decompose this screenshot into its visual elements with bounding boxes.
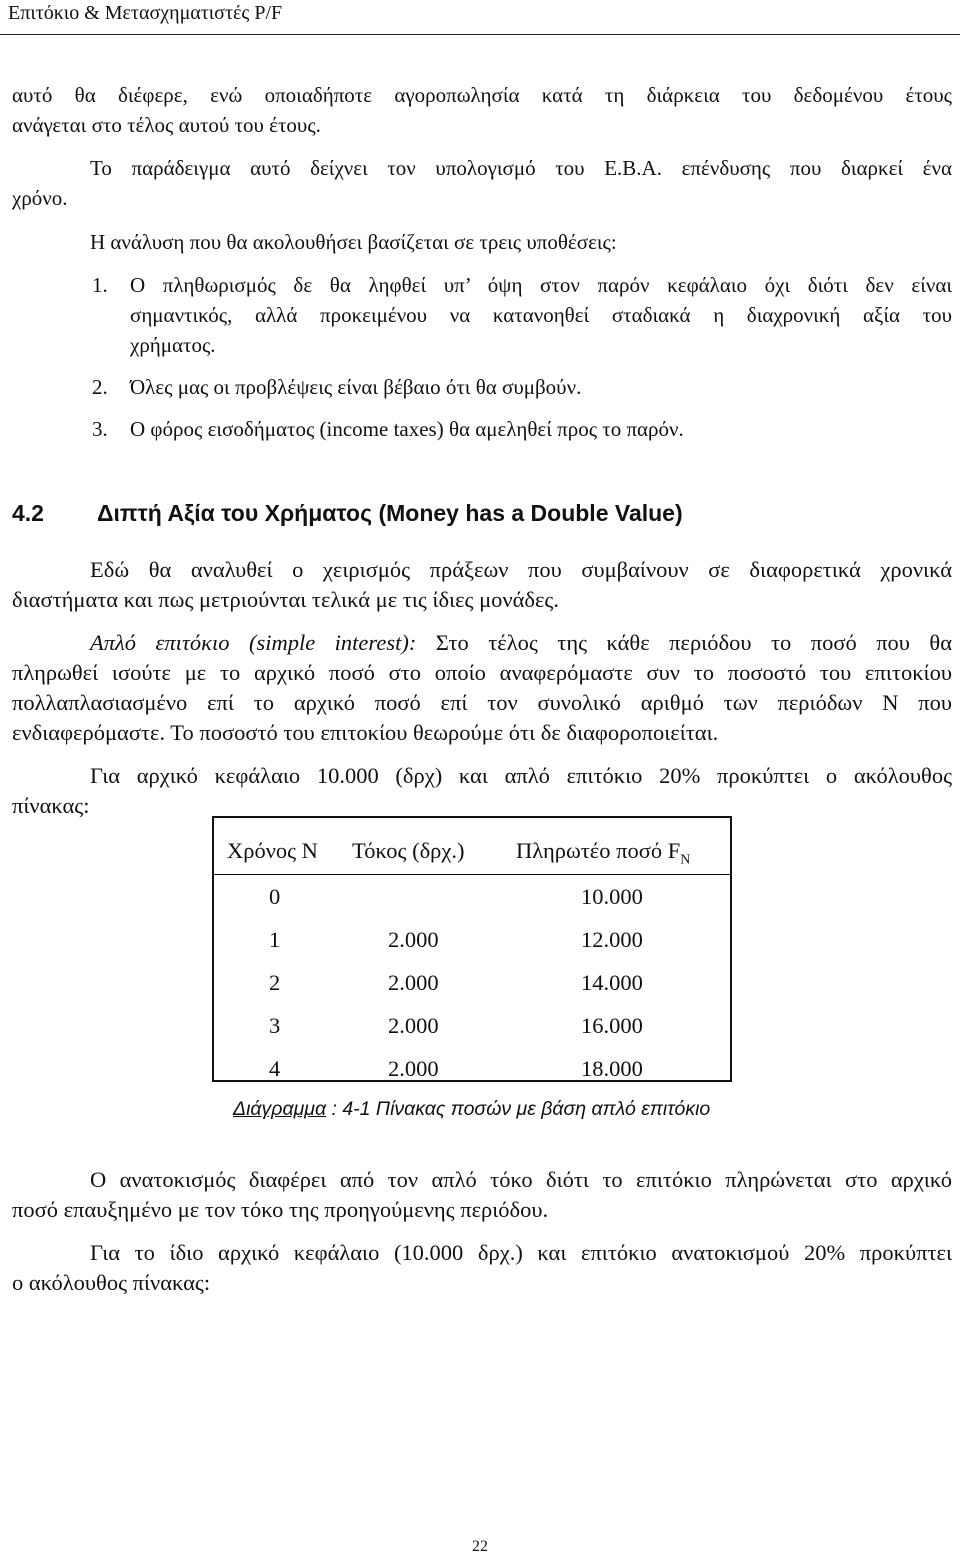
page-header xyxy=(0,0,960,35)
analysis-line: Η ανάλυση που θα ακολουθήσει βασίζεται σε τρεις υποθέσεις: xyxy=(90,230,617,254)
cell-payable: 18.000 xyxy=(581,1056,643,1081)
intro-line-1: αυτό θα διέφερε, ενώ οποιαδήποτε αγοροπωλησία κατά τη διάρκεια του δεδομένου έτους xyxy=(12,83,952,107)
cell-payable: 16.000 xyxy=(581,1013,643,1038)
simple-example-line-2: πίνακας: xyxy=(12,793,90,818)
cell-interest: 2.000 xyxy=(388,1013,439,1038)
assumption-text: σημαντικός, αλλά προκειμένου να κατανοηθεί σταδιακά η διαχρονική αξία του xyxy=(130,303,952,327)
header-divider xyxy=(214,874,730,875)
cell-year: 4 xyxy=(269,1056,281,1081)
assumption-number: 3. xyxy=(92,417,108,441)
assumption-number: 1. xyxy=(92,273,108,297)
caption-text: : 4-1 Πίνακας ποσών με βάση απλό επιτόκιο xyxy=(326,1098,711,1120)
page-number: 22 xyxy=(472,1538,488,1555)
simple-interest-text: Στο τέλος της κάθε περιόδου το ποσό που θα xyxy=(416,630,952,655)
simple-interest-term: Απλό επιτόκιο (simple interest): xyxy=(90,630,417,655)
column-header-interest: Τόκος (δρχ.) xyxy=(352,838,465,863)
simple-interest-line-1 xyxy=(12,628,952,658)
example-line-2: χρόνο. xyxy=(12,186,68,210)
simple-interest-line-3: πολλαπλασιασμένο επί το αρχικό ποσό επί τον συνολικό αριθμό των περιόδων Ν που xyxy=(12,690,952,715)
intro-line-2: ανάγεται στο τέλος αυτού του έτους. xyxy=(12,113,321,137)
section-intro-line-2: διαστήματα και πως μετριούνται τελικά με τις ίδιες μονάδες. xyxy=(12,587,559,612)
simple-interest-line-2: πληρωθεί ισούτε με το αρχικό ποσό στο οποίο αναφερόμαστε συν το ποσοστό του επιτοκίου xyxy=(12,660,952,685)
cell-year: 1 xyxy=(269,927,281,952)
compound-line-3: Για το ίδιο αρχικό κεφάλαιο (10.000 δρχ.) και επιτόκιο ανατοκισμού 20% προκύπτει xyxy=(90,1240,952,1265)
cell-payable: 12.000 xyxy=(581,927,643,952)
caption-label: Διάγραμμα xyxy=(233,1098,327,1120)
simple-interest-line-4: ενδιαφερόμαστε. Το ποσοστό του επιτοκίου θεωρούμε ότι δε διαφοροποιείται. xyxy=(12,720,719,745)
cell-payable: 14.000 xyxy=(581,970,643,995)
assumption-text: Ο πληθωρισμός δε θα ληφθεί υπ’ όψη στον παρόν κεφάλαιο όχι διότι δεν είναι xyxy=(130,273,952,297)
compound-line-4: ο ακόλουθος πίνακας: xyxy=(12,1270,211,1295)
column-header-year: Χρόνος Ν xyxy=(227,838,318,863)
assumption-text: Ο φόρος εισοδήματος (income taxes) θα αμεληθεί προς το παρόν. xyxy=(130,417,684,441)
example-line-1: Το παράδειγμα αυτό δείχνει τον υπολογισμό του Ε.Β.Α. επένδυσης που διαρκεί ένα xyxy=(90,156,952,180)
assumption-text: Όλες μας οι προβλέψεις είναι βέβαιο ότι θα συμβούν. xyxy=(130,375,582,399)
simple-example-line-1: Για αρχικό κεφάλαιο 10.000 (δρχ) και απλό επιτόκιο 20% προκύπτει ο ακόλουθος xyxy=(90,763,952,788)
cell-year: 3 xyxy=(269,1013,281,1038)
column-header-payable-label: Πληρωτέο ποσό F xyxy=(516,838,681,863)
column-header-payable-subscript: N xyxy=(680,852,691,868)
cell-year: 2 xyxy=(269,970,281,995)
compound-line-2: ποσό επαυξημένο με τον τόκο της προηγούμενης περιόδου. xyxy=(12,1197,549,1222)
cell-year: 0 xyxy=(269,884,281,909)
section-number: 4.2 xyxy=(12,500,44,526)
compound-line-1: Ο ανατοκισμός διαφέρει από τον απλό τόκο διότι το επιτόκιο πληρώνεται στο αρχικό xyxy=(90,1167,952,1192)
cell-interest: 2.000 xyxy=(388,927,439,952)
section-intro-line-1: Εδώ θα αναλυθεί ο χειρισμός πράξεων που συμβαίνουν σε διαφορετικά χρονικά xyxy=(90,557,952,582)
column-header-payable xyxy=(516,838,690,869)
cell-payable: 10.000 xyxy=(581,884,643,909)
assumption-number: 2. xyxy=(92,375,108,399)
simple-interest-table xyxy=(212,816,732,1082)
header-title: Επιτόκιο & Μετασχηματιστές Ρ/F xyxy=(8,2,283,24)
cell-interest: 2.000 xyxy=(388,1056,439,1081)
cell-interest: 2.000 xyxy=(388,970,439,995)
section-title: Διπτή Αξία του Χρήματος (Money has a Double Value) xyxy=(97,500,683,526)
table-caption xyxy=(233,1098,710,1121)
assumption-text: χρήματος. xyxy=(130,333,216,357)
